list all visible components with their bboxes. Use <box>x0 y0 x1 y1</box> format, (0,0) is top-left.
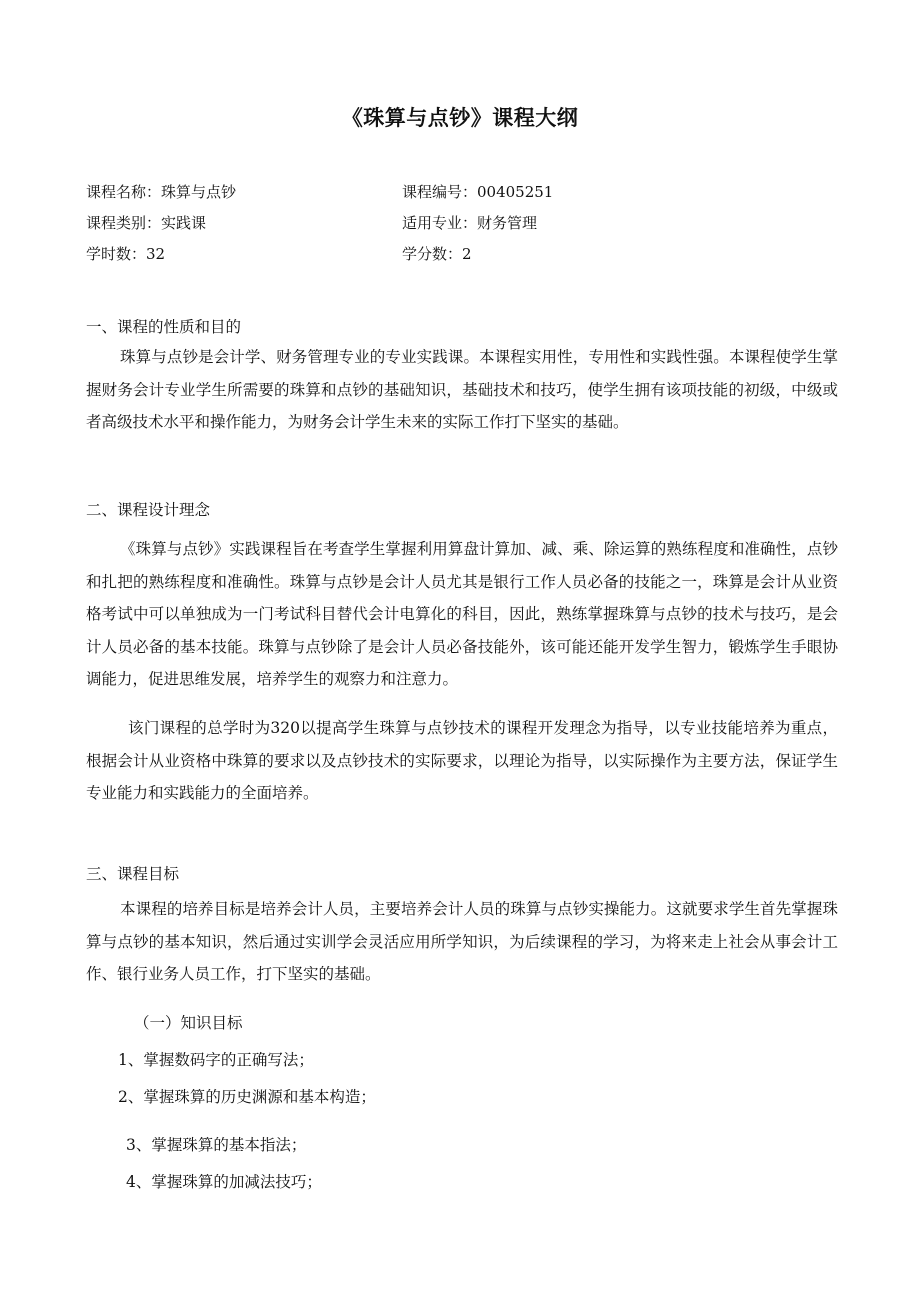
section-2-paragraph-2: 该门课程的总学时为320以提高学生珠算与点钞技术的课程开发理念为指导，以专业技能培养为重点，根据会计从业资格中珠算的要求以及点钞技术的实际要求，以理论为指导，以实际操作为主要方法，保证学生专业能力和实践能力的全面培养。 <box>86 719 838 802</box>
course-major: 适用专业：财务管理 <box>402 214 538 232</box>
list-item: 3、掌握珠算的基本指法； <box>126 1136 307 1154</box>
section-2-heading: 二、课程设计理念 <box>86 501 211 519</box>
course-code: 课程编号：00405251 <box>402 183 554 201</box>
list-item: 2、掌握珠算的历史渊源和基本构造； <box>118 1088 376 1106</box>
course-hours: 学时数：32 <box>86 245 166 263</box>
knowledge-goals-heading: （一）知识目标 <box>134 1014 243 1032</box>
section-1-paragraph: 珠算与点钞是会计学、财务管理专业的专业实践课。本课程实用性，专用性和实践性强。本课程使学生掌握财务会计专业学生所需要的珠算和点钞的基础知识，基础技术和技巧，使学生拥有该项技能的初级，中级或者高级技术水平和操作能力，为财务会计学生未来的实际工作打下坚实的基础。 <box>86 348 838 431</box>
course-category: 课程类别：实践课 <box>86 214 207 232</box>
list-item: 1、掌握数码字的正确写法； <box>118 1051 314 1069</box>
section-3-heading: 三、课程目标 <box>86 865 180 883</box>
course-credits: 学分数：2 <box>402 245 472 263</box>
course-name: 课程名称：珠算与点钞 <box>86 183 237 201</box>
section-2-paragraph-1: 《珠算与点钞》实践课程旨在考查学生掌握利用算盘计算加、减、乘、除运算的熟练程度和准确性，点钞和扎把的熟练程度和准确性。珠算与点钞是会计人员尤其是银行工作人员必备的技能之一，珠算是会计从业资格考试中可以单独成为一门考试科目替代会计电算化的科目，因此，熟练掌握珠算与点钞的技术与技巧，是会计人员必备的基本技能。珠算与点钞除了是会计人员必备技能外，该可能还能开发学生智力，锻炼学生手眼协调能力，促进思维发展，培养学生的观察力和注意力。 <box>86 540 838 688</box>
document-title: 《珠算与点钞》课程大纲 <box>341 106 579 130</box>
list-item: 4、掌握珠算的加减法技巧； <box>126 1173 322 1191</box>
section-1-heading: 一、课程的性质和目的 <box>86 318 242 336</box>
section-3-paragraph: 本课程的培养目标是培养会计人员，主要培养会计人员的珠算与点钞实操能力。这就要求学生首先掌握珠算与点钞的基本知识，然后通过实训学会灵活应用所学知识，为后续课程的学习，为将来走上社会从事会计工作、银行业务人员工作，打下坚实的基础。 <box>86 900 838 983</box>
